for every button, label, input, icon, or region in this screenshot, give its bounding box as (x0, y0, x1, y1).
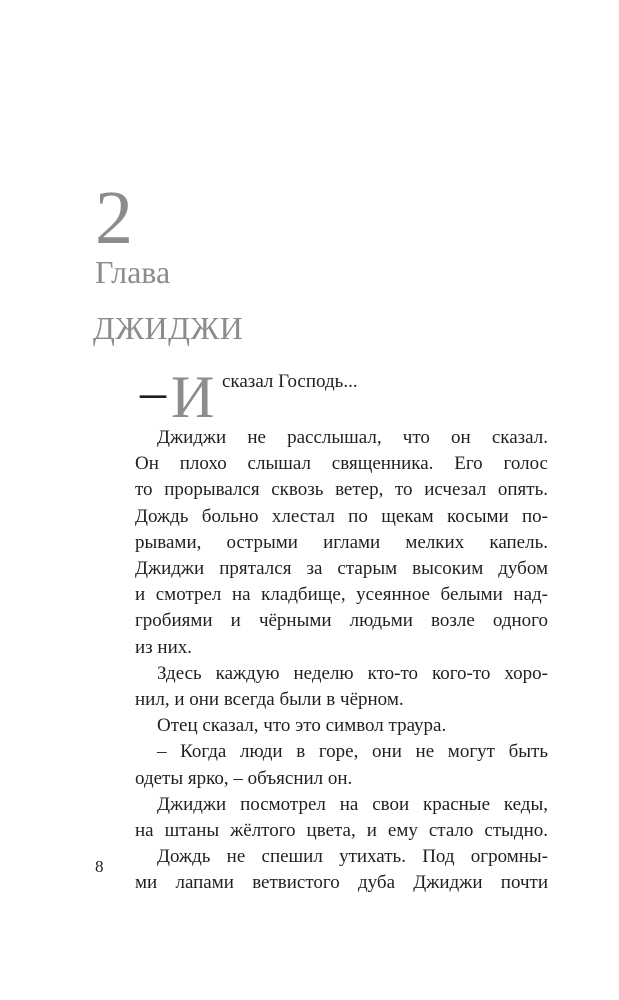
text-line: Джиджи не расслышал, что он сказал. (157, 427, 548, 448)
chapter-number: 2 (95, 176, 133, 260)
text-line: – Когда люди в горе, они не могут быть (157, 741, 548, 763)
text-line: Джиджи прятался за старым высоким дубом (135, 558, 548, 580)
body-text (135, 365, 548, 897)
opening-text: сказал Господь... (222, 371, 358, 392)
page-number: 8 (95, 857, 104, 876)
text-line: Дождь не спешил утихать. Под огромны- (157, 846, 548, 868)
text-line: Дождь больно хлестал по щекам косыми по- (135, 505, 548, 527)
text-line: и смотрел на кладбище, усеянное белыми над- (135, 584, 548, 606)
opening-line (135, 364, 548, 430)
text-line: одеты ярко, – объяснил он. (135, 767, 353, 789)
opening-dash: – (140, 364, 166, 421)
paragraph (135, 661, 548, 713)
drop-cap: И (171, 364, 215, 430)
text-line: ми лапами ветвистого дуба Джиджи почти (135, 872, 548, 894)
text-line: гробиями и чёрными людьми возле одного (135, 610, 548, 632)
text-line: из них. (135, 636, 193, 658)
paragraph (135, 739, 548, 791)
text-line: Отец сказал, что это символ траура. (157, 715, 447, 737)
text-line: на штаны жёлтого цвета, и ему стало стыдно. (135, 820, 548, 842)
chapter-title: ДЖИДЖИ (93, 310, 244, 346)
paragraph (135, 425, 548, 661)
text-line: рывами, острыми иглами мелких капель. (135, 531, 548, 553)
paragraph (135, 792, 548, 844)
text-line: Он плохо слышал священника. Его голос (135, 453, 548, 475)
paragraph (135, 844, 548, 896)
text-line: Здесь каждую неделю кто-то кого-то хоро- (157, 662, 548, 684)
text-line: нил, и они всегда были в чёрном. (135, 689, 404, 711)
chapter-label: Глава (95, 254, 171, 290)
paragraph (135, 713, 548, 739)
text-line: то прорывался сквозь ветер, то исчезал опять. (135, 479, 548, 501)
text-line: Джиджи посмотрел на свои красные кеды, (157, 793, 548, 815)
